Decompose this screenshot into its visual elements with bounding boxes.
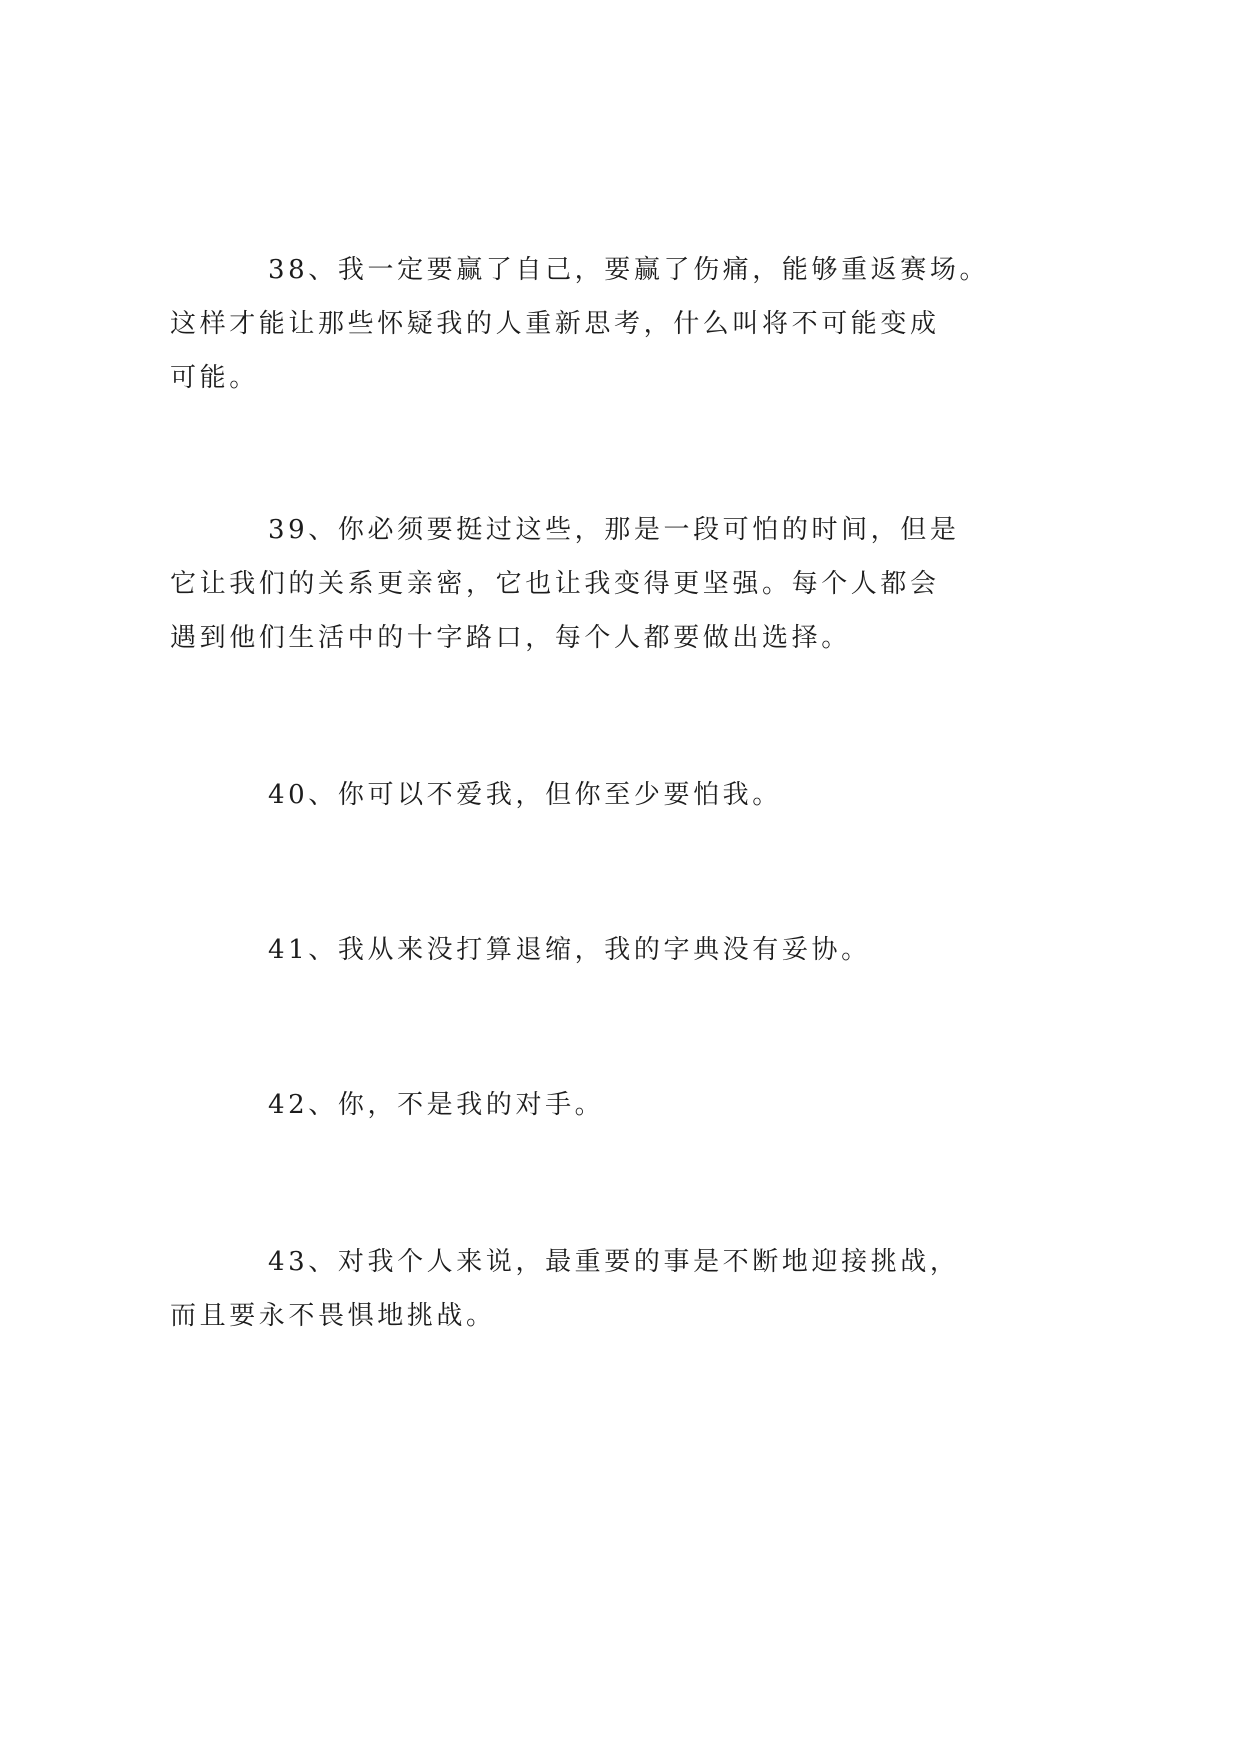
paragraph-line: 而且要永不畏惧地挑战。 [170, 1301, 496, 1331]
paragraph-40 [170, 768, 782, 822]
paragraph-line: 可能。 [170, 363, 259, 393]
paragraph-line: 40、你可以不爱我，但你至少要怕我。 [268, 780, 782, 810]
paragraph-line: 41、我从来没打算退缩，我的字典没有妥协。 [268, 935, 871, 965]
paragraph-43 [170, 1235, 959, 1343]
paragraph-line: 43、对我个人来说，最重要的事是不断地迎接挑战， [268, 1247, 960, 1277]
paragraph-line: 39、你必须要挺过这些，那是一段可怕的时间，但是 [268, 515, 960, 545]
paragraph-line: 42、你，不是我的对手。 [268, 1090, 605, 1120]
paragraph-line: 这样才能让那些怀疑我的人重新思考，什么叫将不可能变成 [170, 309, 940, 339]
paragraph-41 [170, 923, 871, 977]
paragraph-42 [170, 1078, 604, 1132]
paragraph-39 [170, 503, 959, 665]
paragraph-line: 遇到他们生活中的十字路口，每个人都要做出选择。 [170, 623, 851, 653]
paragraph-line: 它让我们的关系更亲密，它也让我变得更坚强。每个人都会 [170, 569, 940, 599]
paragraph-38 [170, 243, 989, 405]
paragraph-line: 38、我一定要赢了自己，要赢了伤痛，能够重返赛场。 [268, 255, 990, 285]
